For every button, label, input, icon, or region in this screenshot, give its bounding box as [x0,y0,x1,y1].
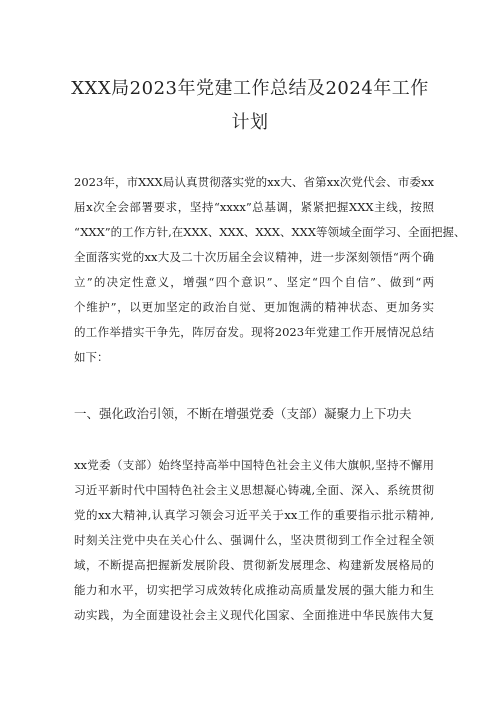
section-1-line: 党的xx大精神,认真学习领会习近平关于xx工作的重要指示批示精神, [74,508,434,522]
section-1-line: 域，不断提高把握新发展阶段、贯彻新发展理念、构建新发展格局的 [74,558,434,572]
section-1-line: 动实践，为全面建设社会主义现代化国家、全面推进中华民族伟大复 [74,608,434,622]
section-1-line: 能力和水平，切实把学习成效转化成推动高质量发展的强大能力和生 [74,583,434,597]
intro-line: 的工作举措实干争先，阵厉奋发。现将2023年党建工作开展情况总结 [74,325,434,339]
intro-line: 如下： [74,350,109,364]
intro-line: “XXX”的工作方针,在XXX、XXX、XXX、XXX等领域全面学习、全面把握、 [74,225,466,239]
intro-paragraph [74,170,466,370]
intro-line: 全面落实党的xx大及二十次历届全会议精神，进一步深刻领悟“两个确 [74,250,434,264]
section-1-paragraph [74,453,434,628]
document-title-line-2: 计划 [231,112,269,133]
section-1-line: xx党委（支部）始终坚持高举中国特色社会主义伟大旗帜,坚持不懈用 [74,458,434,472]
section-1-line: 习近平新时代中国特色社会主义思想凝心铸魂,全面、深入、系统贯彻 [74,483,434,497]
intro-line: 2023年，市XXX局认真贯彻落实党的xx大、省第xx次党代会、市委xx [74,175,434,189]
intro-line: 立”的决定性意义，增强“四个意识”、坚定“四个自信”、做到“两 [74,275,434,289]
document-title-line-1: XXX局2023年党建工作总结及2024年工作 [71,78,429,99]
intro-line: 个维护”，以更加坚定的政治自觉、更加饱满的精神状态、更加务实 [74,300,434,314]
intro-line: 届x次全会部署要求，坚持“xxxx”总基调，紧紧把握XXX主线，按照 [74,200,434,214]
section-1-line: 时刻关注党中央在关心什么、强调什么，坚决贯彻到工作全过程全领 [74,533,434,547]
section-heading: 一、强化政治引领，不断在增强党委（支部）凝聚力上下功夫 [74,406,412,421]
